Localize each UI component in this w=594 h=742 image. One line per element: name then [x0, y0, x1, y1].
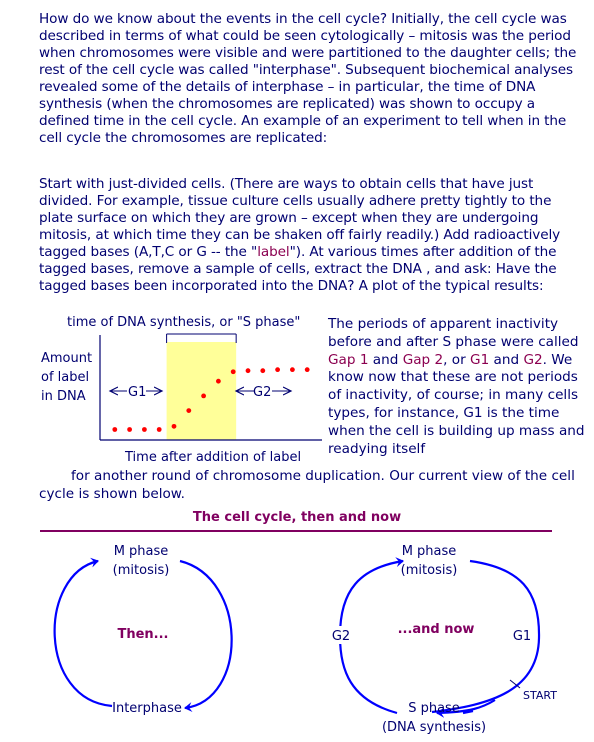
side-and-2: and: [489, 351, 524, 368]
g2-term: G2: [523, 351, 543, 368]
label-term: label: [257, 244, 290, 260]
now-center-label: ...and now: [397, 622, 475, 637]
g1-term: G1: [470, 351, 490, 368]
data-point: [112, 427, 117, 432]
data-point: [142, 427, 147, 432]
gap2-term: Gap 2: [402, 351, 444, 368]
data-point: [260, 368, 265, 373]
then-center-label: Then...: [117, 627, 169, 642]
now-cycle-diagram: [329, 544, 557, 735]
now-sphase-label: S phase: [408, 701, 460, 716]
data-point: [246, 368, 251, 373]
data-point: [157, 427, 162, 432]
then-cycle-right-arc: [180, 561, 232, 708]
data-point: [275, 367, 280, 372]
then-cycle-left-arc: [55, 561, 112, 706]
now-g2-label: G2: [331, 629, 351, 644]
side-text-1: The periods of apparent inactivity before and after S phase were called: [328, 316, 579, 350]
data-point: [305, 367, 310, 372]
data-point: [172, 424, 177, 429]
data-point: [231, 369, 236, 374]
ylabel-line-2: of label: [41, 370, 90, 385]
then-cycle-diagram: [55, 544, 232, 716]
then-interphase-label: Interphase: [112, 701, 182, 716]
label-incorporation-chart: [41, 315, 322, 465]
continuation-paragraph: for another round of chromosome duplication. Our current view of the cell cycle is shown below.: [39, 468, 575, 502]
now-dna-synthesis-label: (DNA synthesis): [381, 720, 487, 735]
gap1-term: Gap 1: [328, 351, 369, 368]
cell-cycle-heading: The cell cycle, then and now: [192, 510, 402, 525]
side-or: , or: [443, 351, 471, 368]
data-point: [290, 367, 295, 372]
then-mphase-label: M phase: [113, 544, 169, 559]
now-start-label: START: [523, 689, 557, 702]
ylabel-line-1: Amount: [41, 351, 93, 366]
side-text-2: . We know now that these are not periods of inactivity, of course; in many cells types, for instance, G1 is the time when the cell is building up mass and readying itself: [328, 351, 585, 457]
data-point: [216, 379, 221, 384]
now-mphase-label: M phase: [401, 544, 457, 559]
chart-xlabel: Time after addition of label: [125, 450, 302, 465]
side-and: and: [368, 351, 403, 368]
intro-paragraph: How do we know about the events in the cell cycle? Initially, the cell cycle was described in terms of what could be seen cytologically – mitosis was the period when chromosomes were visible and were partitioned to the daughter cells; the rest of the cell cycle was called "interphase". Subsequent biochemical analyses revealed some of the details of interphase – in particular, the time of DNA synthesis (when the chromosomes are replicated) was shown to occupy a defined time in the cell cycle. An example of an experiment to tell when in the cell cycle the chromosomes are replicated:: [39, 11, 577, 146]
ylabel-line-3: in DNA: [41, 389, 86, 404]
experiment-text-end: "). At various times after addition of the tagged bases, remove a sample of cells, extract the DNA , and ask: Have the tagged bases been incorporated into the DNA? A plot of the typical results:: [39, 244, 557, 294]
now-g1-label: G1: [512, 629, 532, 644]
data-point: [201, 394, 206, 399]
g2-region-label: G2: [253, 385, 272, 400]
then-mitosis-label: (mitosis): [112, 563, 170, 578]
now-mitosis-label: (mitosis): [400, 563, 458, 578]
chart-title: time of DNA synthesis, or "S phase": [67, 315, 301, 330]
data-point: [186, 408, 191, 413]
s-phase-band: [167, 342, 237, 440]
g1-region-label: G1: [128, 385, 147, 400]
experiment-text-start: Start with just-divided cells. (There are ways to obtain cells that have just divided. For example, tissue culture cells usually adhere pretty tightly to the plate surface on which they are grown – except when they are undergoing mitosis, at which time they can be shaken off fairly readily.) Add radioactively tagged bases (A,T,C or G -- the ": [39, 176, 561, 260]
data-point: [127, 427, 132, 432]
